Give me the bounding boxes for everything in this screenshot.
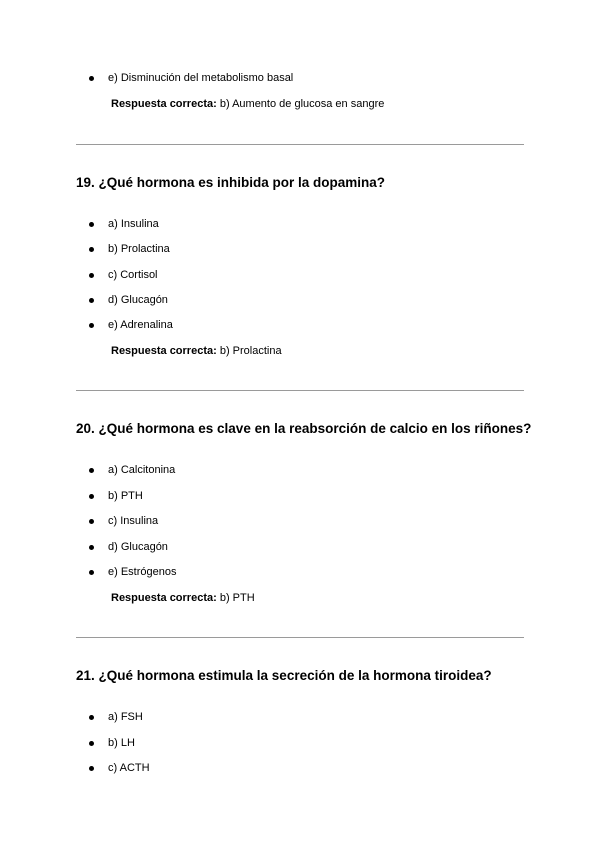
bullet-icon [89, 323, 94, 328]
bullet-icon [89, 741, 94, 746]
answer-label: Respuesta correcta: [111, 345, 217, 357]
bullet-icon [89, 570, 94, 575]
bullet-icon [89, 247, 94, 252]
option-text: a) FSH [108, 711, 143, 723]
option-text: b) LH [108, 737, 135, 749]
option-text: e) Adrenalina [108, 319, 173, 331]
question-title: 19. ¿Qué hormona es inhibida por la dopamina? [76, 175, 386, 190]
answer-value: b) Aumento de glucosa en sangre [219, 98, 385, 110]
correct-answer [111, 591, 255, 605]
answer-value: b) PTH [219, 592, 255, 604]
bullet-icon [89, 766, 94, 771]
bullet-icon [89, 273, 94, 278]
option-text: d) Glucagón [108, 541, 168, 553]
option-text: e) Disminución del metabolismo basal [108, 72, 294, 84]
option-text: a) Insulina [108, 218, 159, 230]
answer-value: b) Prolactina [219, 345, 282, 357]
bullet-icon [89, 76, 94, 81]
section-divider [76, 390, 524, 391]
section-divider [76, 637, 524, 638]
correct-answer [111, 97, 384, 111]
option-text: d) Glucagón [108, 294, 168, 306]
option-text: c) ACTH [108, 762, 150, 774]
option-text: c) Cortisol [108, 269, 158, 281]
bullet-icon [89, 298, 94, 303]
bullet-icon [89, 494, 94, 499]
option-text: b) Prolactina [108, 243, 170, 255]
option-text: a) Calcitonina [108, 464, 176, 476]
bullet-icon [89, 715, 94, 720]
bullet-icon [89, 222, 94, 227]
question-title: 20. ¿Qué hormona es clave en la reabsorción de calcio en los riñones? [76, 421, 532, 436]
option-text: c) Insulina [108, 515, 159, 527]
bullet-icon [89, 519, 94, 524]
correct-answer [111, 344, 282, 358]
section-divider [76, 144, 524, 145]
bullet-icon [89, 545, 94, 550]
option-text: e) Estrógenos [108, 566, 177, 578]
question-title: 21. ¿Qué hormona estimula la secreción de la hormona tiroidea? [76, 668, 492, 683]
answer-label: Respuesta correcta: [111, 592, 217, 604]
answer-label: Respuesta correcta: [111, 98, 217, 110]
option-text: b) PTH [108, 490, 143, 502]
bullet-icon [89, 468, 94, 473]
